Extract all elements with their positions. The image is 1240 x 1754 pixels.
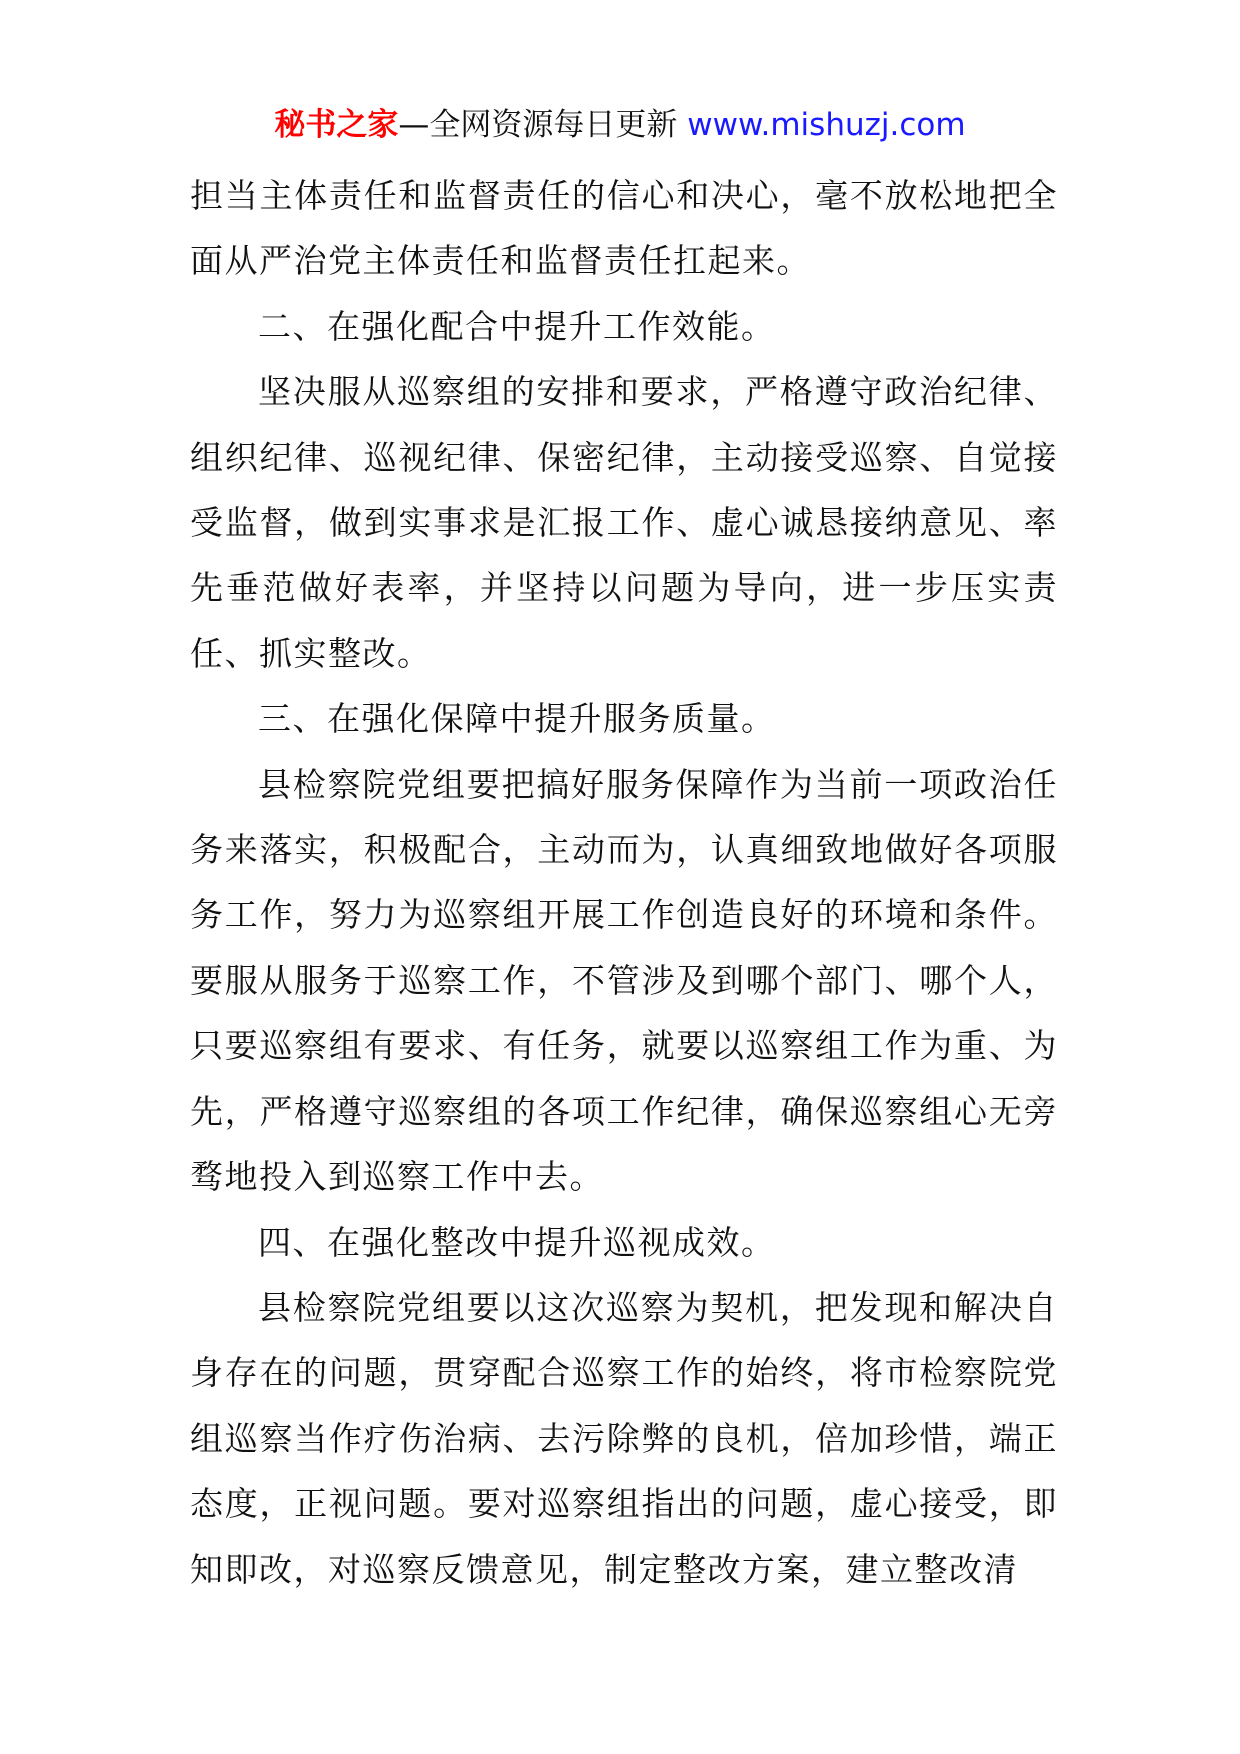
section-heading-4: 四、在强化整改中提升巡视成效。 [258, 1222, 776, 1262]
page-header [0, 103, 1240, 147]
header-slogan: —全网资源每日更新 [398, 107, 678, 143]
paragraph-section-2: 坚决服从巡察组的安排和要求，严格遵守政治纪律、组织纪律、巡视纪律、保密纪律，主动接受巡察、自觉接受监督，做到实事求是汇报工作、虚心诚恳接纳意见、率先垂范做好表率，并坚持以问题为导向，进一步压实责任、抓实整改。 [190, 372, 1058, 673]
section-heading-2: 二、在强化配合中提升工作效能。 [258, 306, 776, 346]
section-heading-3: 三、在强化保障中提升服务质量。 [258, 699, 776, 739]
site-url-link[interactable]: www.mishuzj.com [687, 107, 966, 143]
document-body [190, 163, 1058, 1602]
brand-name: 秘书之家 [274, 107, 399, 143]
paragraph-section-4: 县检察院党组要以这次巡察为契机，把发现和解决自身存在的问题，贯穿配合巡察工作的始终，将市检察院党组巡察当作疗伤治病、去污除弊的良机，倍加珍惜，端正态度，正视问题。要对巡察组指出的问题，虚心接受，即知即改，对巡察反馈意见，制定整改方案，建立整改清 [190, 1287, 1058, 1589]
paragraph-continuation: 担当主体责任和监督责任的信心和决心，毫不放松地把全面从严治党主体责任和监督责任扛起来。 [190, 176, 1058, 281]
paragraph-section-3: 县检察院党组要把搞好服务保障作为当前一项政治任务来落实，积极配合，主动而为，认真细致地做好各项服务工作，努力为巡察组开展工作创造良好的环境和条件。要服从服务于巡察工作，不管涉及到哪个部门、哪个人，只要巡察组有要求、有任务，就要以巡察组工作为重、为先，严格遵守巡察组的各项工作纪律，确保巡察组心无旁骛地投入到巡察工作中去。 [190, 764, 1058, 1197]
